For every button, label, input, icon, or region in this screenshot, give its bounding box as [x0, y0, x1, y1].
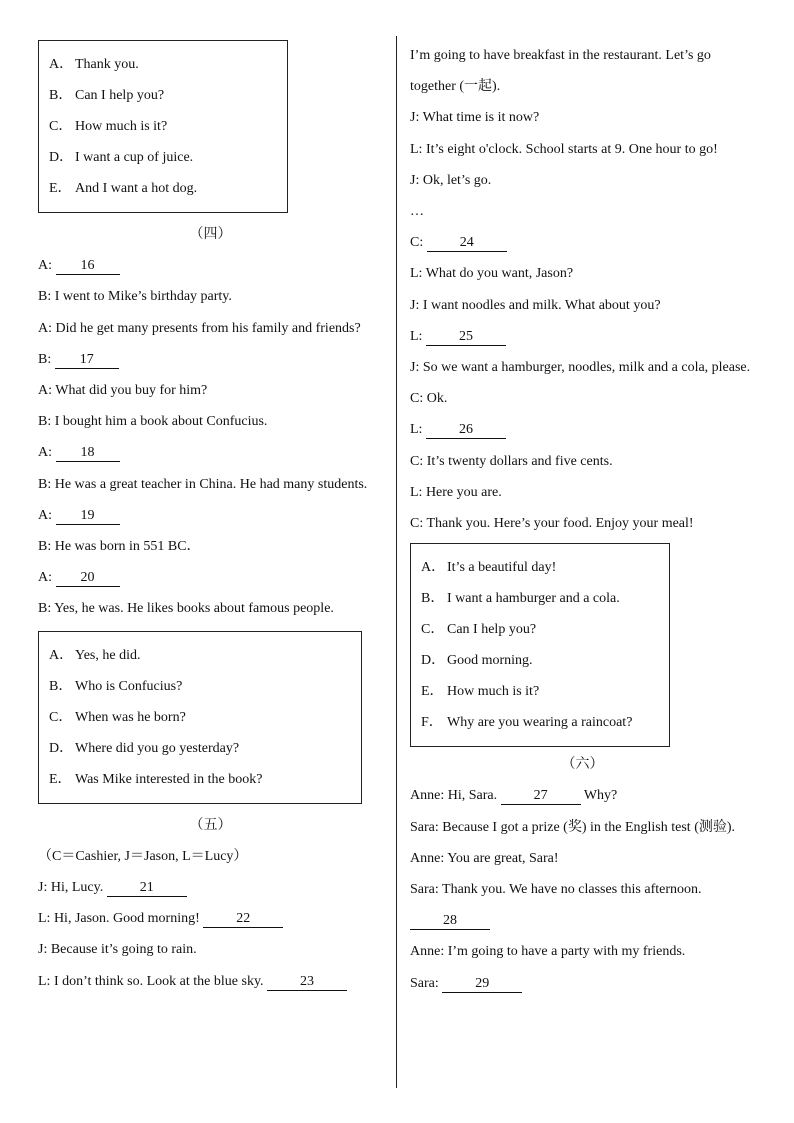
speaker: L: I don’t think so. Look at the blue sky. — [38, 973, 268, 989]
speaker: A: — [38, 570, 56, 586]
dialogue-line — [38, 966, 383, 997]
option-text: Can I help you? — [75, 88, 165, 103]
speaker: C: — [410, 235, 427, 251]
dialogue-line — [410, 227, 760, 258]
dialogue-line: J: What time is it now? — [410, 110, 540, 126]
option-letter: A． — [421, 560, 446, 576]
option-f — [421, 707, 669, 738]
option-letter: B． — [49, 88, 73, 103]
dialogue-line — [38, 437, 383, 468]
answer-blank-22[interactable]: 22 — [203, 911, 283, 928]
section-title-5: （五） — [189, 817, 232, 833]
option-letter: B． — [49, 678, 73, 694]
speaker: Sara: — [410, 975, 443, 991]
option-a — [421, 552, 669, 583]
option-d — [421, 645, 669, 676]
speaker: A: — [38, 258, 56, 274]
ellipsis: … — [410, 204, 424, 220]
answer-blank-28[interactable]: 28 — [410, 913, 490, 930]
answer-blank-16[interactable]: 16 — [56, 258, 120, 275]
option-text: Where did you go yesterday? — [75, 740, 240, 756]
dialogue-line: J: Ok, let’s go. — [410, 172, 492, 188]
option-text: I want a cup of juice. — [75, 150, 194, 165]
dialogue-line: B: Yes, he was. He likes books about famous people. — [38, 601, 334, 617]
dialogue-line: A: What did you buy for him? — [38, 383, 208, 399]
answer-blank-26[interactable]: 26 — [426, 422, 506, 439]
option-letter: F． — [421, 715, 443, 731]
option-letter: C． — [49, 709, 73, 725]
option-a — [49, 49, 287, 80]
dialogue-line: B: I went to Mike’s birthday party. — [38, 289, 232, 305]
option-c — [49, 111, 287, 142]
option-c — [421, 614, 669, 645]
dialogue-line — [410, 968, 760, 999]
dialogue-line: Sara: Thank you. We have no classes this afternoon. — [410, 882, 702, 898]
option-c — [49, 702, 361, 733]
option-text: How much is it? — [75, 119, 168, 134]
dialogue-line: Sara: Because I got a prize (奖) in the English test (测验). — [410, 819, 736, 835]
dialogue-line: J: Because it’s going to rain. — [38, 942, 197, 958]
option-e — [49, 764, 361, 795]
dialogue-line — [38, 562, 383, 593]
section-title-6: （六） — [561, 757, 604, 773]
option-text: Why are you wearing a raincoat? — [447, 715, 633, 731]
option-text: Thank you. — [75, 57, 139, 72]
option-letter: C． — [49, 119, 73, 134]
dialogue-line — [410, 321, 760, 352]
option-text: Can I help you? — [447, 622, 537, 638]
dialogue-line: I’m going to have breakfast in the restaurant. Let’s go together (一起). — [410, 48, 711, 95]
section-title-4: （四） — [189, 227, 232, 242]
answer-blank-25[interactable]: 25 — [426, 329, 506, 346]
dialogue-line: B: He was a great teacher in China. He had many students. — [38, 476, 368, 492]
option-letter: E． — [49, 181, 72, 196]
option-b — [49, 671, 361, 702]
option-b — [421, 583, 669, 614]
dialogue-line: J: So we want a hamburger, noodles, milk and a cola, please. — [410, 360, 751, 376]
answer-blank-20[interactable]: 20 — [56, 570, 120, 587]
option-text: Was Mike interested in the book? — [75, 771, 263, 787]
option-letter: B． — [421, 591, 445, 607]
option-text: It’s a beautiful day! — [447, 560, 557, 576]
dialogue-line: J: I want noodles and milk. What about you? — [410, 297, 661, 313]
option-text: When was he born? — [75, 709, 186, 725]
answer-blank-27[interactable]: 27 — [501, 788, 581, 805]
answer-blank-23[interactable]: 23 — [267, 974, 347, 991]
answer-blank-29[interactable]: 29 — [442, 976, 522, 993]
dialogue-line — [410, 905, 760, 936]
dialogue-line — [410, 414, 760, 445]
dialogue-line: L: Here you are. — [410, 484, 502, 500]
option-e — [49, 173, 287, 204]
speaker: L: — [410, 422, 426, 438]
right-column — [410, 40, 760, 999]
dialogue-line: C: Ok. — [410, 391, 448, 407]
answer-blank-18[interactable]: 18 — [56, 445, 120, 462]
option-d — [49, 142, 287, 173]
dialogue-line: Anne: You are great, Sara! — [410, 850, 559, 866]
dialogue-line: C: Thank you. Here’s your food. Enjoy your meal! — [410, 516, 694, 532]
option-text: I want a hamburger and a cola. — [447, 591, 620, 607]
speaker-legend: （C＝Cashier, J＝Jason, L＝Lucy） — [38, 848, 248, 864]
dialogue-line — [410, 780, 760, 811]
answer-blank-21[interactable]: 21 — [107, 880, 187, 897]
dialogue-line: C: It’s twenty dollars and five cents. — [410, 453, 613, 469]
dialogue-line — [38, 344, 383, 375]
dialogue-line: B: He was born in 551 BC． — [38, 539, 201, 555]
option-text: Who is Confucius? — [75, 678, 183, 694]
option-a — [49, 640, 361, 671]
option-letter: D． — [49, 740, 74, 756]
speaker: L: — [410, 328, 426, 344]
column-divider — [396, 36, 397, 1088]
option-letter: A． — [49, 57, 74, 72]
left-column — [38, 40, 383, 997]
options-box-4 — [38, 631, 362, 804]
dialogue-text: Why? — [580, 788, 618, 804]
option-text: How much is it? — [447, 684, 540, 700]
option-letter: A． — [49, 647, 74, 663]
answer-blank-17[interactable]: 17 — [55, 352, 119, 369]
speaker: Anne: Hi, Sara. — [410, 788, 501, 804]
dialogue-line: B: I bought him a book about Confucius. — [38, 414, 268, 430]
option-b — [49, 80, 287, 111]
dialogue-line: A: Did he get many presents from his family and friends? — [38, 320, 361, 336]
speaker: A: — [38, 445, 56, 461]
answer-blank-24[interactable]: 24 — [427, 235, 507, 252]
option-text: And I want a hot dog. — [75, 181, 198, 196]
option-letter: E． — [49, 771, 72, 787]
speaker: L: Hi, Jason. Good morning! — [38, 911, 204, 927]
answer-blank-19[interactable]: 19 — [56, 508, 120, 525]
dialogue-line: L: What do you want, Jason? — [410, 266, 574, 282]
option-d — [49, 733, 361, 764]
dialogue-line — [38, 500, 383, 531]
option-e — [421, 676, 669, 707]
dialogue-line — [38, 903, 383, 934]
option-text: Good morning. — [447, 653, 533, 669]
speaker: B: — [38, 351, 55, 367]
dialogue-line: L: It’s eight o'clock. School starts at 9. One hour to go! — [410, 141, 718, 157]
option-text: Yes, he did. — [75, 647, 141, 663]
option-letter: E． — [421, 684, 444, 700]
dialogue-line — [38, 872, 383, 903]
dialogue-line: Anne: I’m going to have a party with my friends. — [410, 944, 686, 960]
options-box-3 — [38, 40, 288, 213]
speaker: J: Hi, Lucy. — [38, 880, 107, 896]
options-box-5 — [410, 543, 670, 747]
option-letter: D． — [421, 653, 446, 669]
option-letter: D． — [49, 150, 74, 165]
dialogue-line — [38, 250, 383, 281]
option-letter: C． — [421, 622, 445, 638]
speaker: A: — [38, 507, 56, 523]
